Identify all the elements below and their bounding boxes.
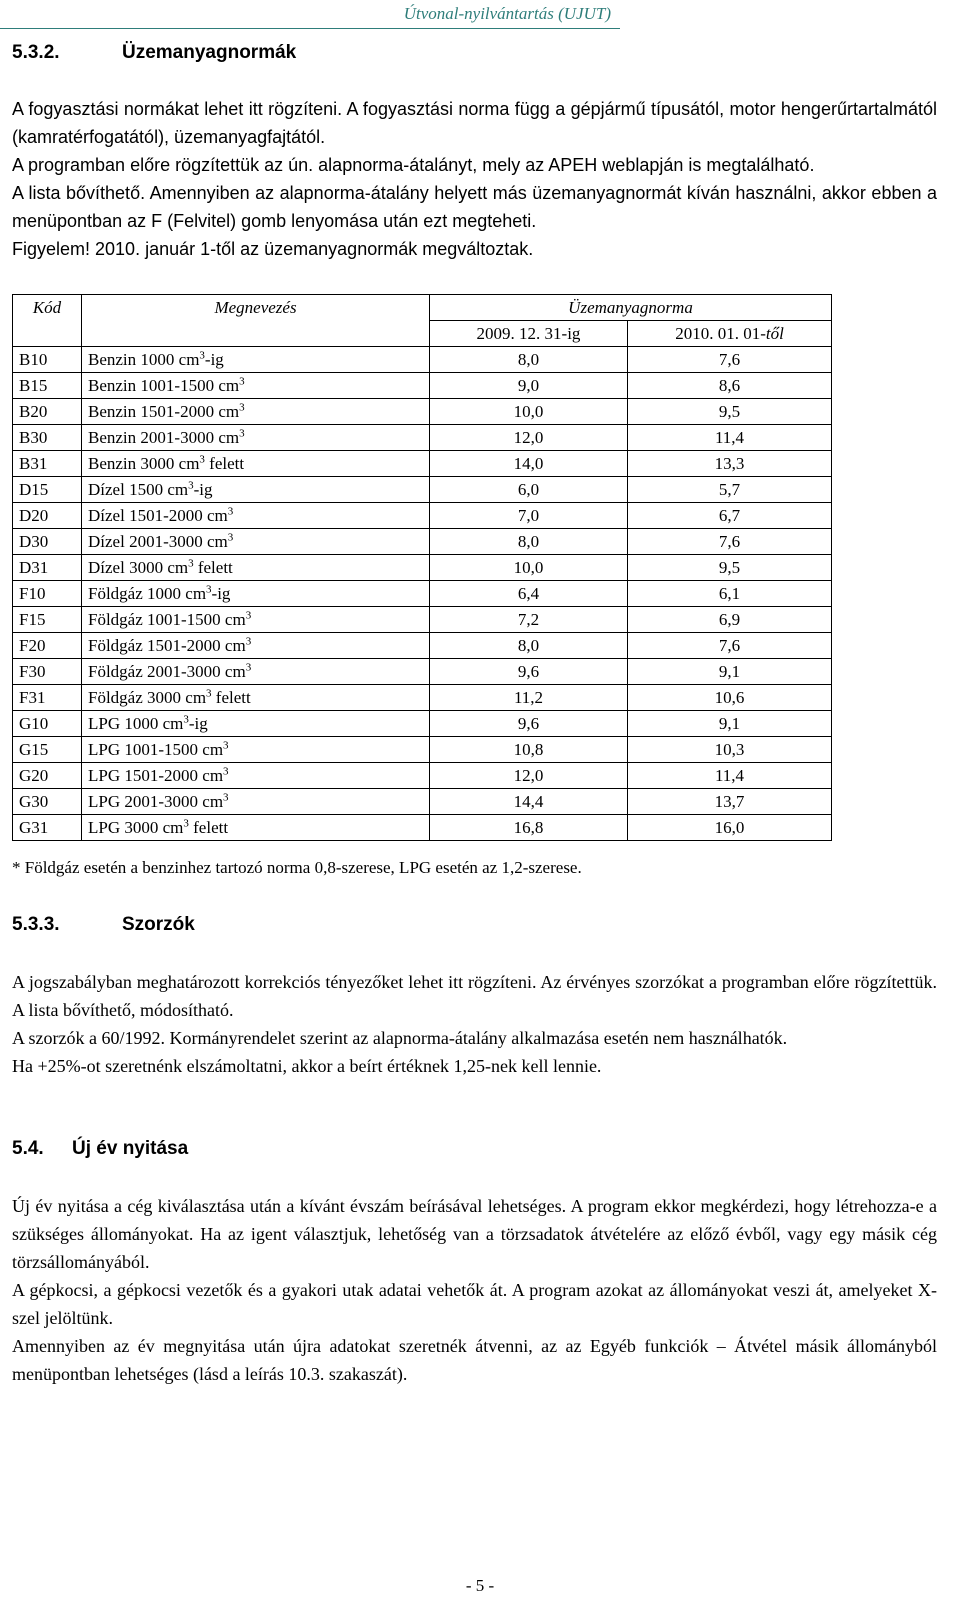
cell-name-text: LPG 3000 cm	[88, 818, 184, 837]
cell-norm-2010: 13,3	[628, 451, 832, 477]
paragraph: Amennyiben az év megnyitása után újra adatokat szeretnék átvenni, az az Egyéb funkciók – Átvétel másik állományból menüpontban lehetséges (lásd a leírás 10.3. szakaszát).	[12, 1336, 937, 1384]
table-row	[13, 815, 832, 841]
cell-code: B31	[13, 451, 82, 477]
cell-name-text: Benzin 1501-2000 cm	[88, 402, 240, 421]
table-row	[13, 659, 832, 685]
cell-norm-2009: 12,0	[430, 425, 628, 451]
cell-code: B30	[13, 425, 82, 451]
section-number: 5.3.2.	[12, 42, 60, 63]
cell-name-sup: 3	[245, 609, 252, 622]
cell-name-sup: 3	[206, 583, 212, 596]
cell-name	[82, 373, 430, 399]
cell-norm-2010: 7,6	[628, 633, 832, 659]
cell-name-sup: 3	[245, 635, 252, 648]
cell-norm-2009: 14,4	[430, 789, 628, 815]
cell-name-text: Benzin 1000 cm	[88, 350, 200, 369]
cell-name-after: -ig	[211, 584, 231, 603]
paragraph: A fogyasztási normákat lehet itt rögzíteni. A fogyasztási norma függ a gépjármű típusától, motor hengerűrtartalmától (kamratérfogatától), üzemanyagfajtától.	[12, 99, 937, 147]
table-row	[13, 607, 832, 633]
cell-norm-2009: 7,0	[430, 503, 628, 529]
cell-name	[82, 607, 430, 633]
table-row	[13, 399, 832, 425]
cell-name-sup: 3	[183, 713, 189, 726]
cell-name-text: Földgáz 3000 cm	[88, 688, 207, 707]
cell-norm-2009: 8,0	[430, 347, 628, 373]
paragraph: A gépkocsi, a gépkocsi vezetők és a gyakori utak adatai vehetők át. A program azokat az állományokat veszi át, amelyeket X-szel jelöltünk.	[12, 1280, 937, 1328]
subheader-2010	[628, 321, 832, 347]
section-heading-multipliers	[12, 914, 195, 936]
cell-code: D20	[13, 503, 82, 529]
cell-code: B10	[13, 347, 82, 373]
cell-norm-2009: 7,2	[430, 607, 628, 633]
cell-norm-2009: 10,8	[430, 737, 628, 763]
cell-norm-2010: 9,5	[628, 399, 832, 425]
cell-name-sup: 3	[239, 427, 245, 440]
cell-name-after: -ig	[193, 480, 213, 499]
cell-name-text: Földgáz 1000 cm	[88, 584, 207, 603]
table-footnote: * Földgáz esetén a benzinhez tartozó norma 0,8-szerese, LPG esetén az 1,2-szerese.	[12, 858, 582, 877]
cell-code: F31	[13, 685, 82, 711]
cell-name-sup: 3	[223, 791, 229, 804]
cell-name-text: LPG 1501-2000 cm	[88, 766, 224, 785]
cell-name	[82, 399, 430, 425]
table-header-row	[13, 295, 832, 321]
cell-norm-2009: 12,0	[430, 763, 628, 789]
cell-name-text: LPG 2001-3000 cm	[88, 792, 224, 811]
cell-code: G30	[13, 789, 82, 815]
cell-name	[82, 425, 430, 451]
cell-code: G20	[13, 763, 82, 789]
cell-name-after: -ig	[204, 350, 224, 369]
cell-name-sup: 3	[206, 687, 212, 700]
cell-norm-2009: 8,0	[430, 633, 628, 659]
cell-norm-2010: 5,7	[628, 477, 832, 503]
paragraph-warning: Figyelem! 2010. január 1-től az üzemanyagnormák megváltoztak.	[12, 239, 534, 259]
cell-norm-2010: 10,6	[628, 685, 832, 711]
cell-norm-2009: 6,0	[430, 477, 628, 503]
cell-norm-2010: 6,7	[628, 503, 832, 529]
header-code: Kód	[13, 295, 82, 347]
section-body-multipliers	[12, 968, 937, 1080]
cell-name-sup: 3	[227, 505, 234, 518]
paragraph: A szorzók a 60/1992. Kormányrendelet szerint az alapnorma-átalány alkalmazása esetén nem használhatók.	[12, 1028, 788, 1048]
cell-name-sup: 3	[188, 479, 194, 492]
cell-norm-2010: 11,4	[628, 763, 832, 789]
cell-code: G15	[13, 737, 82, 763]
cell-code: G10	[13, 711, 82, 737]
section-number: 5.4.	[12, 1138, 44, 1159]
section-title: Üzemanyagnormák	[122, 42, 297, 63]
cell-name-text: LPG 1000 cm	[88, 714, 184, 733]
cell-norm-2010: 9,5	[628, 555, 832, 581]
cell-norm-2009: 6,4	[430, 581, 628, 607]
section-body-fuel-norms	[12, 95, 937, 263]
paragraph: Új év nyitása a cég kiválasztása után a kívánt évszám beírásával lehetséges. A program ekkor megkérdezi, hogy létrehozza-e a szükséges állományokat. Ha az igent választjuk, lehetőség van a törzsadatok átvételére az előző évből, vagy egy másik cég törzsállományából.	[12, 1196, 937, 1272]
cell-name	[82, 555, 430, 581]
cell-norm-2010: 9,1	[628, 659, 832, 685]
cell-name-text: Benzin 2001-3000 cm	[88, 428, 240, 447]
cell-norm-2009: 14,0	[430, 451, 628, 477]
cell-norm-2010: 11,4	[628, 425, 832, 451]
cell-name	[82, 789, 430, 815]
cell-name-after: felett	[204, 454, 245, 473]
subheader-2010-suffix: től	[765, 324, 784, 343]
header-rule	[0, 28, 620, 29]
cell-name-after: -ig	[188, 714, 208, 733]
cell-name-text: Földgáz 1001-1500 cm	[88, 610, 246, 629]
cell-norm-2010: 9,1	[628, 711, 832, 737]
header-norm: Üzemanyagnorma	[430, 295, 832, 321]
paragraph: A jogszabályban meghatározott korrekciós tényezőket lehet itt rögzíteni. Az érvényes szorzókat a programban előre rögzítettük. A lista bővíthető, módosítható.	[12, 972, 937, 1020]
subheader-2010-prefix: 2010. 01. 01-	[675, 324, 766, 343]
cell-code: D15	[13, 477, 82, 503]
subheader-2009: 2009. 12. 31-ig	[430, 321, 628, 347]
page-number: - 5 -	[465, 1576, 495, 1595]
table-row	[13, 581, 832, 607]
fuel-norm-table	[12, 294, 832, 841]
cell-code: G31	[13, 815, 82, 841]
cell-norm-2009: 16,8	[430, 815, 628, 841]
cell-code: D30	[13, 529, 82, 555]
cell-name	[82, 659, 430, 685]
cell-name	[82, 347, 430, 373]
table-row	[13, 763, 832, 789]
cell-name	[82, 477, 430, 503]
cell-norm-2009: 9,6	[430, 711, 628, 737]
cell-norm-2009: 8,0	[430, 529, 628, 555]
cell-name-text: Dízel 3000 cm	[88, 558, 189, 577]
cell-name-sup: 3	[199, 453, 205, 466]
cell-name-after: felett	[188, 818, 229, 837]
cell-norm-2010: 7,6	[628, 529, 832, 555]
cell-name-sup: 3	[239, 375, 245, 388]
table-row	[13, 503, 832, 529]
cell-name	[82, 815, 430, 841]
cell-norm-2009: 11,2	[430, 685, 628, 711]
header-name: Megnevezés	[82, 295, 430, 347]
cell-norm-2010: 6,9	[628, 607, 832, 633]
table-row	[13, 711, 832, 737]
section-title: Új év nyitása	[72, 1138, 189, 1159]
cell-name-sup: 3	[245, 661, 252, 674]
cell-name-sup: 3	[223, 765, 229, 778]
cell-name	[82, 685, 430, 711]
cell-norm-2009: 10,0	[430, 555, 628, 581]
table-row	[13, 347, 832, 373]
cell-name-sup: 3	[239, 401, 245, 414]
table-row	[13, 555, 832, 581]
table-row	[13, 425, 832, 451]
section-heading-new-year	[12, 1138, 188, 1160]
cell-norm-2010: 8,6	[628, 373, 832, 399]
cell-code: F30	[13, 659, 82, 685]
cell-norm-2010: 16,0	[628, 815, 832, 841]
cell-name	[82, 711, 430, 737]
cell-name	[82, 451, 430, 477]
section-body-new-year	[12, 1192, 937, 1388]
cell-code: D31	[13, 555, 82, 581]
table-row	[13, 737, 832, 763]
cell-norm-2010: 7,6	[628, 347, 832, 373]
table-row	[13, 685, 832, 711]
paragraph: Ha +25%-ot szeretnénk elszámoltatni, akkor a beírt értéknek 1,25-nek kell lennie.	[12, 1056, 602, 1076]
cell-norm-2009: 10,0	[430, 399, 628, 425]
cell-norm-2009: 9,6	[430, 659, 628, 685]
cell-name-sup: 3	[188, 557, 194, 570]
cell-name	[82, 763, 430, 789]
cell-name-text: LPG 1001-1500 cm	[88, 740, 224, 759]
cell-norm-2010: 13,7	[628, 789, 832, 815]
cell-code: B20	[13, 399, 82, 425]
cell-name-sup: 3	[183, 817, 189, 830]
cell-name-sup: 3	[223, 739, 229, 752]
cell-code: B15	[13, 373, 82, 399]
cell-code: F15	[13, 607, 82, 633]
table-row	[13, 477, 832, 503]
cell-name-text: Földgáz 1501-2000 cm	[88, 636, 246, 655]
cell-name-after: felett	[193, 558, 233, 577]
cell-code: F10	[13, 581, 82, 607]
table-row	[13, 529, 832, 555]
cell-name-sup: 3	[199, 349, 205, 362]
cell-name	[82, 581, 430, 607]
cell-norm-2009: 9,0	[430, 373, 628, 399]
section-number: 5.3.3.	[12, 914, 60, 935]
cell-norm-2010: 10,3	[628, 737, 832, 763]
table-row	[13, 451, 832, 477]
cell-name-text: Benzin 3000 cm	[88, 454, 200, 473]
cell-name-text: Dízel 2001-3000 cm	[88, 532, 228, 551]
cell-name-text: Benzin 1001-1500 cm	[88, 376, 240, 395]
table-row	[13, 633, 832, 659]
cell-name	[82, 737, 430, 763]
cell-name-sup: 3	[227, 531, 234, 544]
cell-name-text: Dízel 1501-2000 cm	[88, 506, 228, 525]
section-heading-fuel-norms	[12, 42, 296, 64]
paragraph: A lista bővíthető. Amennyiben az alapnorma-átalány helyett más üzemanyagnormát kíván használni, akkor ebben a menüpontban az F (Felvitel) gomb lenyomása után ezt megteheti.	[12, 183, 937, 231]
running-header-title: Útvonal-nyilvántartás (UJUT)	[403, 4, 611, 23]
section-title: Szorzók	[122, 914, 195, 935]
cell-name-text: Dízel 1500 cm	[88, 480, 189, 499]
table-row	[13, 373, 832, 399]
cell-norm-2010: 6,1	[628, 581, 832, 607]
cell-name	[82, 633, 430, 659]
cell-name-after: felett	[211, 688, 251, 707]
cell-code: F20	[13, 633, 82, 659]
cell-name	[82, 529, 430, 555]
table-row	[13, 789, 832, 815]
paragraph: A programban előre rögzítettük az ún. alapnorma-átalányt, mely az APEH weblapján is megtalálható.	[12, 155, 815, 175]
cell-name-text: Földgáz 2001-3000 cm	[88, 662, 246, 681]
cell-name	[82, 503, 430, 529]
